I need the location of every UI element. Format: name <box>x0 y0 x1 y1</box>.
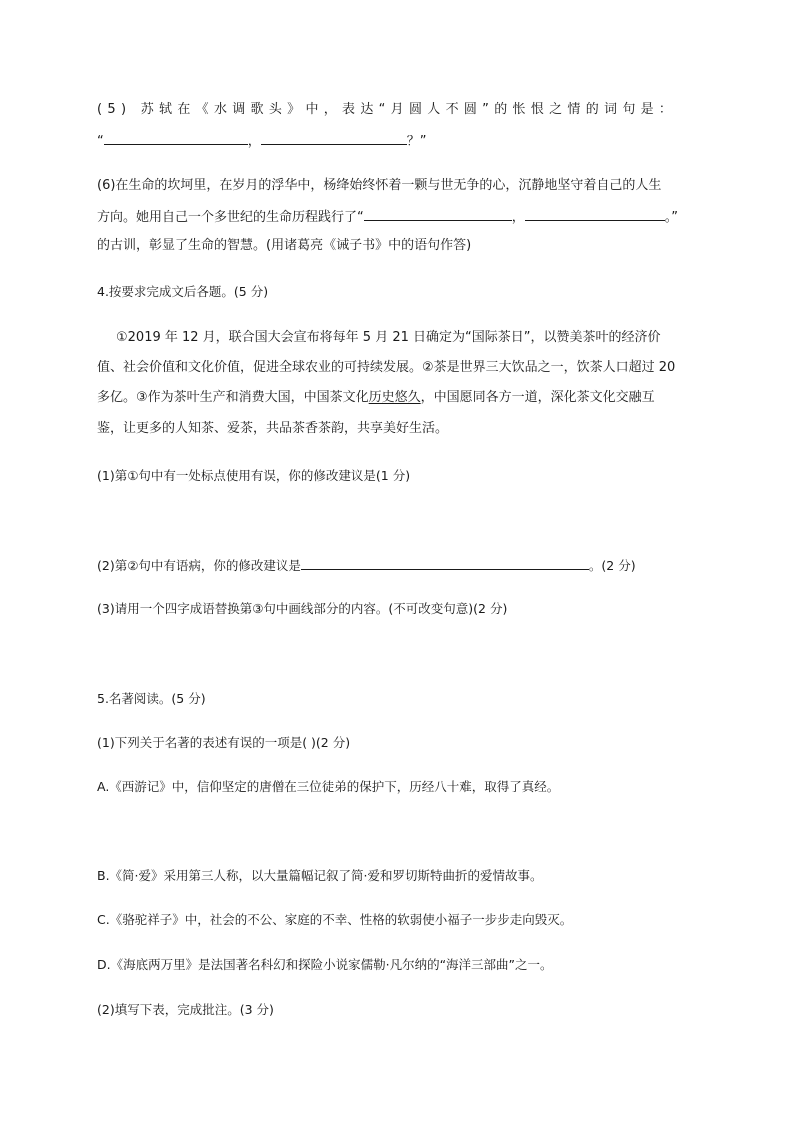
question-5-title: 5.名著阅读。(5 分) <box>97 691 206 706</box>
open-quote: “ <box>97 134 104 149</box>
option-b[interactable]: B.《简·爱》采用第三人称，以大量篇幅记叙了简·爱和罗切斯特曲折的爱情故事。 <box>97 868 543 883</box>
answer-blank-6a[interactable] <box>364 206 512 221</box>
score-note: 。(2 分) <box>588 558 636 573</box>
passage-line-3 <box>97 388 655 408</box>
item-6-line-1: (6)在生命的坎坷里，在岁月的浮华中，杨绛始终怀着一颗与世无争的心，沉静地坚守着自己的人生 <box>97 178 662 193</box>
question-4-title: 4.按要求完成文后各题。(5 分) <box>97 284 269 299</box>
answer-blank-5b[interactable] <box>261 130 407 145</box>
passage-line-3-start: 多亿。③作为茶叶生产和消费大国，中国茶文化 <box>97 390 369 405</box>
option-d[interactable]: D.《海底两万里》是法国著名科幻和探险小说家儒勒·凡尔纳的“海洋三部曲”之一。 <box>97 957 553 972</box>
passage-line-2: 值、社会价值和文化价值，促进全球农业的可持续发展。②茶是世界三大饮品之一，饮茶人口超过 20 <box>97 360 676 375</box>
item-6-line-2-text: 方向。她用自己一个多世纪的生命历程践行了“ <box>97 210 364 225</box>
passage-line-1: ①2019 年 12 月，联合国大会宣布将每年 5 月 21 日确定为“国际茶日”，以赞美茶叶的经济价 <box>116 330 661 345</box>
comma: ， <box>511 210 525 225</box>
item-5-answer-line <box>97 130 427 152</box>
underlined-phrase: 历史悠久 <box>368 390 421 405</box>
close-mark: ？” <box>406 134 427 149</box>
question-4-sub-3: (3)请用一个四字成语替换第③句中画线部分的内容。(不可改变句意)(2 分) <box>97 601 508 616</box>
comma: ， <box>247 134 261 149</box>
answer-blank-5a[interactable] <box>104 130 248 145</box>
question-4-sub-1: (1)第①句中有一处标点使用有误，你的修改建议是(1 分) <box>97 468 411 483</box>
question-4-sub-2 <box>97 555 636 576</box>
question-5-sub-1: (1)下列关于名著的表述有误的一项是( )(2 分) <box>97 735 351 750</box>
answer-blank-4-2[interactable] <box>301 555 589 570</box>
question-4-sub-2-text: (2)第②句中有语病，你的修改建议是 <box>97 558 301 573</box>
passage-line-4: 鉴，让更多的人知茶、爱茶，共品茶香茶韵，共享美好生活。 <box>97 421 449 436</box>
item-6-line-2 <box>97 206 678 228</box>
item-5-prompt: (5) 苏轼在《水调歌头》中，表达“月圆人不圆”的怅恨之情的词句是： <box>97 102 678 117</box>
answer-blank-6b[interactable] <box>525 206 665 221</box>
question-5-sub-2: (2)填写下表，完成批注。(3 分) <box>97 1002 274 1017</box>
passage-line-3-end: ，中国愿同各方一道，深化茶文化交融互 <box>420 390 655 405</box>
option-c[interactable]: C.《骆驼祥子》中，社会的不公、家庭的不幸、性格的软弱使小福子一步步走向毁灭。 <box>97 912 573 927</box>
option-a[interactable]: A.《西游记》中，信仰坚定的唐僧在三位徒弟的保护下，历经八十难，取得了真经。 <box>97 779 560 794</box>
item-6-line-3: 的古训，彰显了生命的智慧。(用诸葛亮《诫子书》中的语句作答) <box>97 238 472 253</box>
close-mark: 。” <box>664 210 679 225</box>
